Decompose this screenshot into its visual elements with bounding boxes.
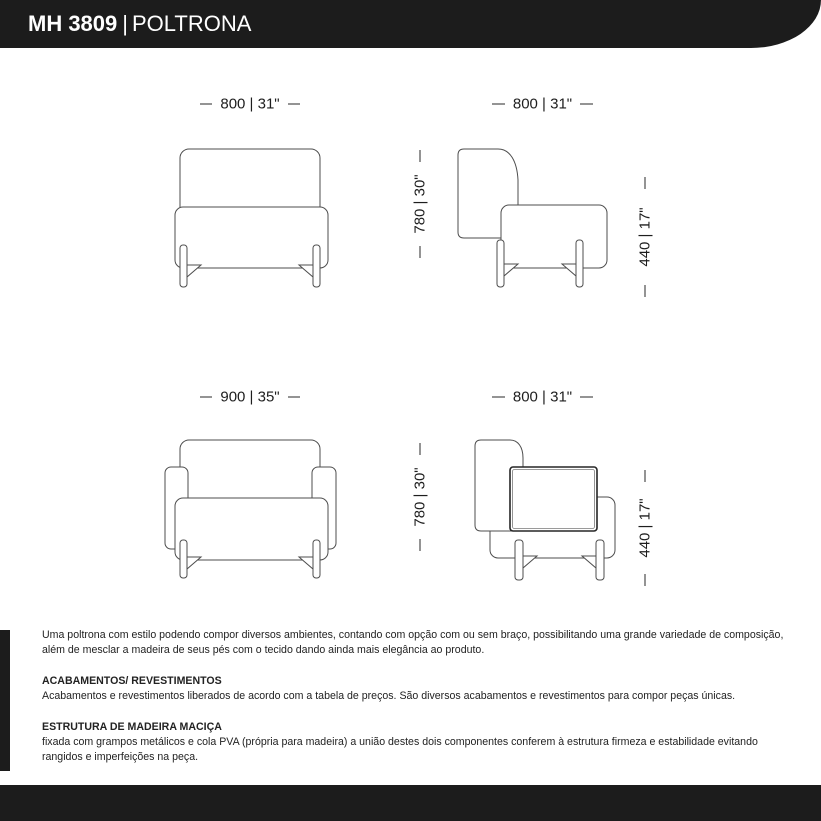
seat-height-dimension-label: 440 | 17" <box>636 498 654 558</box>
section-text: Acabamentos e revestimentos liberados de acordo com a tabela de preços. São diversos acabamentos e revestimentos para compor peças únicas. <box>42 689 736 702</box>
description-intro: Uma poltrona com estilo podendo compor diversos ambientes, contando com opção com ou sem braço, possibilitando uma grande variedade de composição, além de mesclar a madeira de seus pés com o tecido dando ainda mais elegância ao produto. <box>42 629 784 656</box>
section-heading: ESTRUTURA DE MADEIRA MACIÇA <box>42 721 222 734</box>
side-view-armless <box>412 96 654 298</box>
side-view-with-arms <box>412 389 654 587</box>
page-title <box>28 11 251 37</box>
front-view-with-arms <box>165 389 336 579</box>
chair-leg <box>515 540 523 580</box>
description-section-structure <box>42 720 787 764</box>
height-dimension-label: 780 | 30" <box>411 467 429 527</box>
leg-bracket <box>187 557 201 569</box>
seat-cushion <box>175 207 328 268</box>
leg-bracket <box>582 556 596 568</box>
footer-bar <box>0 785 821 821</box>
chair-leg <box>313 245 320 287</box>
section-text: fixada com grampos metálicos e cola PVA (própria para madeira) a união destes dois componentes conferem à estrutura firmeza e estabilidade evitando rangidos e imperfeições na peça. <box>42 735 758 763</box>
product-description <box>42 628 787 764</box>
chair-leg <box>576 240 583 287</box>
chair-leg <box>313 540 320 578</box>
title-separator: | <box>122 11 128 36</box>
leg-bracket <box>523 556 537 568</box>
header-bar <box>0 0 821 48</box>
description-accent-bar <box>0 630 10 771</box>
leg-bracket <box>562 264 576 276</box>
leg-bracket <box>504 264 518 276</box>
section-heading: ACABAMENTOS/ REVESTIMENTOS <box>42 675 222 688</box>
seat-cushion <box>501 205 607 268</box>
leg-bracket <box>299 265 313 277</box>
front-view-armless <box>175 96 328 288</box>
chair-leg <box>596 540 604 580</box>
product-name: POLTRONA <box>132 11 252 36</box>
chair-leg <box>497 240 504 287</box>
depth-dimension-label: 800 | 31" <box>512 388 573 406</box>
chair-leg <box>180 540 187 578</box>
width-dimension-label: 800 | 31" <box>220 95 280 113</box>
width-dimension-label: 900 | 35" <box>220 388 280 406</box>
leg-bracket <box>187 265 201 277</box>
seat-height-dimension-label: 440 | 17" <box>636 207 654 267</box>
chair-leg <box>180 245 187 287</box>
description-section-finishes <box>42 674 787 703</box>
depth-dimension-label: 800 | 31" <box>512 95 573 113</box>
leg-bracket <box>299 557 313 569</box>
product-code: MH 3809 <box>28 11 118 36</box>
height-dimension-label: 780 | 30" <box>411 174 429 234</box>
armrest <box>510 467 597 531</box>
seat-cushion <box>175 498 328 560</box>
